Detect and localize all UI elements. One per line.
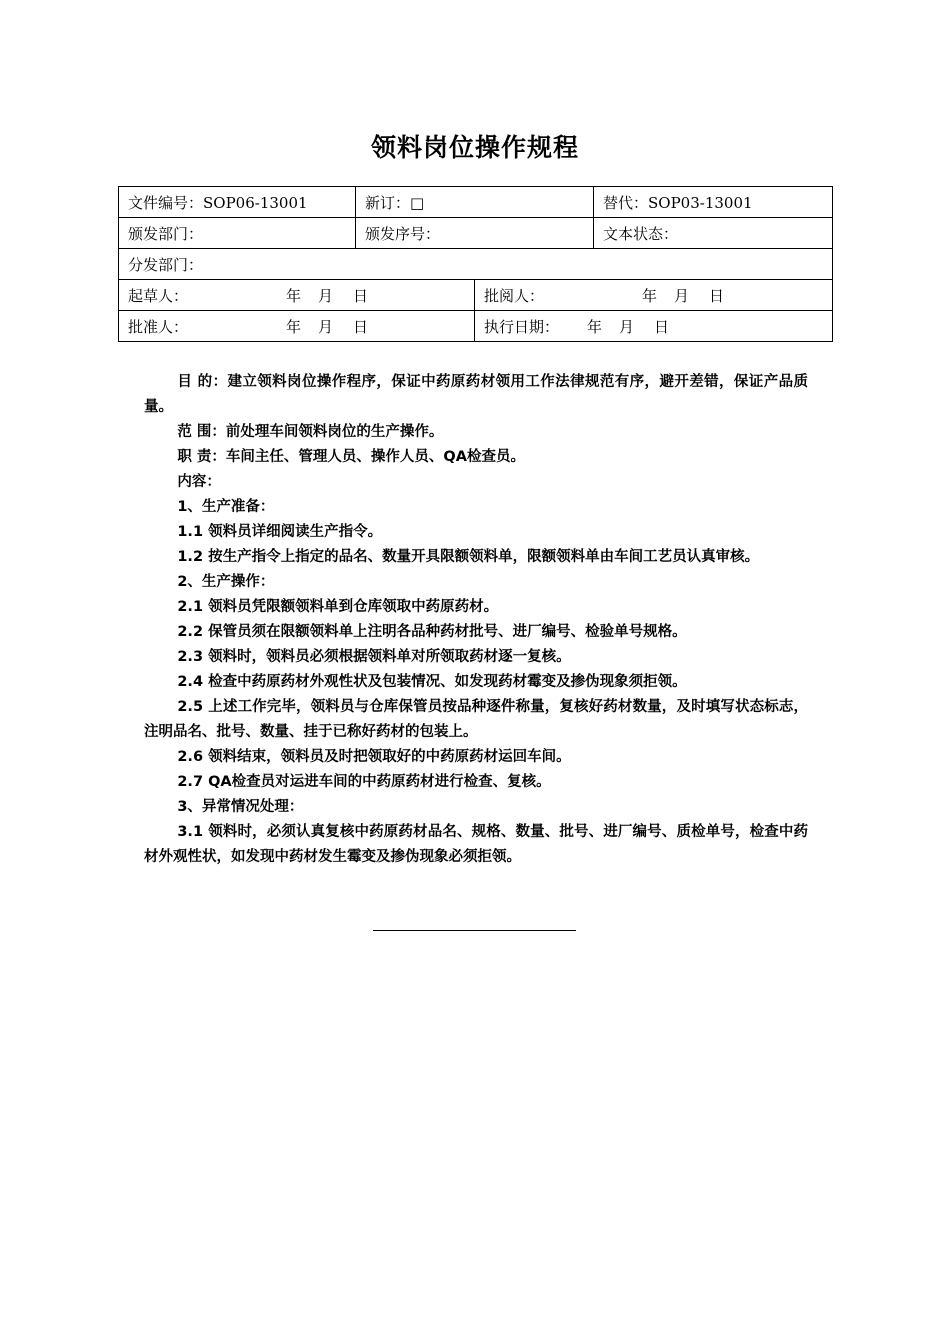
- end-divider: [373, 930, 576, 931]
- clause-2-5: 2.5 上述工作完毕，领料员与仓库保管员按品种逐件称量，复核好药材数量，及时填写状态标志，注明品名、批号、数量、挂于已称好药材的包装上。: [144, 699, 808, 740]
- clause-2-4: 2.4 检查中药原药材外观性状及包装情况、如发现药材霉变及掺伪现象须拒领。: [177, 674, 687, 690]
- document-title: 领料岗位操作规程: [370, 133, 579, 162]
- file-number-cell: 文件编号：SOP06-13001: [119, 187, 356, 218]
- approver-month: 月: [318, 317, 334, 336]
- reviewer-day: 日: [709, 286, 725, 305]
- drafter-day: 日: [353, 286, 369, 305]
- info-row-2: [119, 218, 833, 249]
- effective-date-cell: [475, 311, 833, 342]
- info-row-5: [119, 311, 833, 342]
- section-heading-2: 2、生产操作：: [177, 574, 275, 590]
- clause-2-1: 2.1 领料员凭限额领料单到仓库领取中药原药材。: [177, 599, 499, 615]
- replaces-cell: 替代：SOP03-13001: [594, 187, 833, 218]
- drafter-cell: [119, 280, 475, 311]
- clause-2-6: 2.6 领料结束，领料员及时把领取好的中药原药材运回车间。: [177, 749, 571, 765]
- drafter-year: 年: [286, 286, 302, 305]
- clause-2-3: 2.3 领料时，领料员必须根据领料单对所领取药材逐一复核。: [177, 649, 571, 665]
- scope-paragraph: 范 围：前处理车间领料岗位的生产操作。: [177, 424, 444, 440]
- reviewer-year: 年: [642, 286, 658, 305]
- approver-label: 批准人：: [128, 317, 189, 336]
- new-revision-cell: 新订：□: [356, 187, 594, 218]
- purpose-paragraph: 目 的：建立领料岗位操作程序，保证中药原药材领用工作法律规范有序，避开差错，保证产品质量。: [144, 374, 808, 415]
- document-body: [144, 370, 808, 870]
- info-row-4: [119, 280, 833, 311]
- effective-day: 日: [654, 317, 670, 336]
- approver-year: 年: [286, 317, 302, 336]
- text-status-cell: 文本状态：: [594, 218, 833, 249]
- effective-month: 月: [619, 317, 635, 336]
- section-heading-3: 3、异常情况处理：: [177, 799, 304, 815]
- distribution-department-cell: 分发部门：: [119, 249, 833, 280]
- effective-year: 年: [587, 317, 603, 336]
- issuing-department-cell: 颁发部门：: [119, 218, 356, 249]
- approver-day: 日: [353, 317, 369, 336]
- effective-date-label: 执行日期：: [484, 317, 560, 336]
- reviewer-cell: [475, 280, 833, 311]
- content-heading: 内容：: [177, 474, 221, 490]
- clause-1-1: 1.1 领料员详细阅读生产指令。: [177, 524, 383, 540]
- responsibility-paragraph: 职 责：车间主任、管理人员、操作人员、QA检查员。: [177, 449, 525, 465]
- info-row-1: [119, 187, 833, 218]
- reviewer-label: 批阅人：: [484, 286, 545, 305]
- document-info-table: [118, 186, 833, 342]
- clause-2-2: 2.2 保管员须在限额领料单上注明各品种药材批号、进厂编号、检验单号规格。: [177, 624, 687, 640]
- issue-sequence-cell: 颁发序号：: [356, 218, 594, 249]
- drafter-label: 起草人：: [128, 286, 189, 305]
- clause-1-2: 1.2 按生产指令上指定的品名、数量开具限额领料单，限额领料单由车间工艺员认真审核。: [177, 549, 760, 565]
- approver-cell: [119, 311, 475, 342]
- section-heading-1: 1、生产准备：: [177, 499, 275, 515]
- clause-2-7: 2.7 QA检查员对运进车间的中药原药材进行检查、复核。: [177, 774, 551, 790]
- drafter-month: 月: [318, 286, 334, 305]
- clause-3-1: 3.1 领料时，必须认真复核中药原药材品名、规格、数量、批号、进厂编号、质检单号，检查中药材外观性状，如发现中药材发生霉变及掺伪现象必须拒领。: [144, 824, 808, 865]
- reviewer-month: 月: [674, 286, 690, 305]
- info-row-3: [119, 249, 833, 280]
